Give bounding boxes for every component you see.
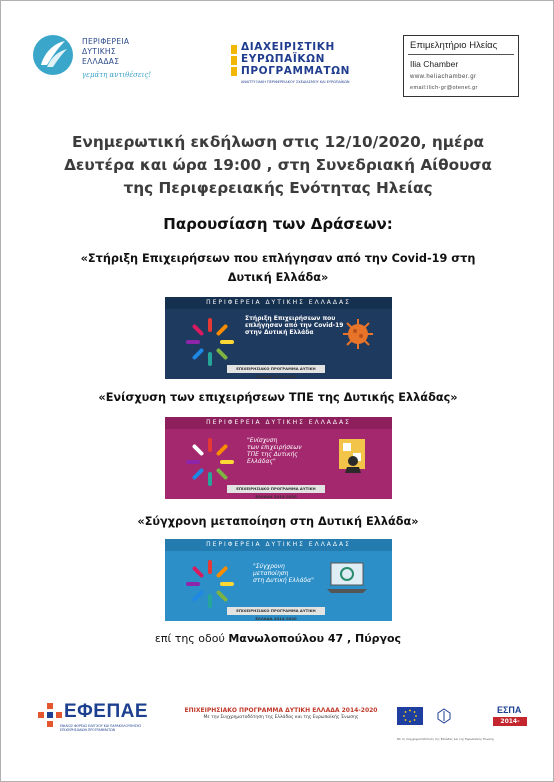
event-heading-line: Δευτέρα και ώρα 19:00 , στη Συνεδριακή Αίθουσα: [64, 156, 492, 174]
banner-ict: [165, 417, 392, 499]
operational-program-label: [176, 707, 386, 720]
address-prefix: επί της οδού: [154, 632, 225, 645]
color-wheel-icon: [183, 557, 237, 611]
region-western-greece-logo: [31, 31, 191, 87]
actions-subheading: Παρουσίαση των Δράσεων:: [163, 215, 393, 233]
chamber-website: www.heliachamber.gr: [410, 74, 477, 80]
efepae-name: ΕΦΕΠΑΕ: [64, 701, 149, 722]
banner-covid-text: Στήριξη Επιχειρήσεων που επλήγησαν από την Covid-19 στην Δυτική Ελλάδα: [245, 315, 344, 336]
espa-logo-text: ΕΣΠΑ: [497, 705, 522, 715]
diax-line-3: ΠΡΟΓΡΑΜΜΑΤΩΝ: [241, 65, 351, 77]
managing-authority-logo: [231, 39, 366, 87]
virus-icon: [341, 317, 375, 351]
chamber-subtitle: Ilia Chamber: [410, 59, 459, 69]
banner-region-strip: ΠΕΡΙΦΕΡΕΙΑ ΔΥΤΙΚΗΣ ΕΛΛΑΔΑΣ: [165, 417, 392, 429]
diax-subtitle: ΑΝΑΠΤΥΞΙΑΚΗ ΠΕΡΙΦΕΡΕΙΑΚΟΥ ΣΧΕΔΙΑΣΜΟΥ ΚΑΙ ΕΥΡΩΠΑΪΚΩΝ: [241, 80, 350, 84]
color-wheel-icon: [183, 435, 237, 489]
efepae-mark-icon: [38, 703, 62, 727]
diax-line-1: ΔΙΑΧΕΙΡΙΣΤΙΚΗ: [241, 41, 335, 53]
ilia-chamber-logo: [403, 35, 519, 97]
event-heading: [21, 131, 535, 200]
eu-funding-logos: [397, 705, 527, 733]
region-leaf-icon: [31, 33, 75, 77]
banner-footer: ΕΠΙΧΕΙΡΗΣΙΑΚΟ ΠΡΟΓΡΑΜΜΑ ΔΥΤΙΚΗ ΕΛΛΑΔΑ 2014-2020: [227, 365, 325, 373]
action-title-covid: «Στήριξη Επιχειρήσεων που επλήγησαν από την Covid-19 στη Δυτική Ελλάδα»: [80, 252, 476, 284]
chamber-divider: [408, 54, 514, 55]
event-address: [21, 632, 535, 645]
greek-emblem-icon: [431, 707, 457, 725]
espa-years: 2014-2020: [493, 717, 527, 726]
chamber-title: Επιμελητήριο Ηλείας: [410, 40, 498, 51]
address-value: Μανωλοπούλου 47 , Πύργος: [228, 632, 402, 645]
program-subtitle: Με την Συγχρηματοδότηση της Ελλάδας και της Ευρωπαϊκής Ένωσης: [203, 715, 359, 720]
eu-cofunding-note: Με τη συγχρηματοδότηση της Ελλάδας και της Ευρωπαϊκής Ένωσης: [397, 737, 495, 741]
banner-manufacturing: [165, 539, 392, 621]
banner-covid: [165, 297, 392, 379]
banner-footer: ΕΠΙΧΕΙΡΗΣΙΑΚΟ ΠΡΟΓΡΑΜΜΑ ΔΥΤΙΚΗ ΕΛΛΑΔΑ 2014-2020: [227, 485, 325, 493]
banner-region-strip: ΠΕΡΙΦΕΡΕΙΑ ΔΥΤΙΚΗΣ ΕΛΛΑΔΑΣ: [165, 297, 392, 309]
banner-manufacturing-text: "Σύγχρονη μεταποίηση στη Δυτική Ελλάδα": [253, 563, 314, 584]
eu-flag-icon: [397, 707, 423, 725]
program-title: ΕΠΙΧΕΙΡΗΣΙΑΚΟ ΠΡΟΓΡΑΜΜΑ ΔΥΤΙΚΗ ΕΛΛΑΔΑ 2014-2020: [184, 707, 378, 714]
color-wheel-icon: [183, 315, 237, 369]
banner-region-strip: ΠΕΡΙΦΕΡΕΙΑ ΔΥΤΙΚΗΣ ΕΛΛΑΔΑΣ: [165, 539, 392, 551]
banner-footer: ΕΠΙΧΕΙΡΗΣΙΑΚΟ ΠΡΟΓΡΑΜΜΑ ΔΥΤΙΚΗ ΕΛΛΑΔΑ 2014-2020: [227, 607, 325, 615]
event-heading-line: της Περιφερειακής Ενότητας Ηλείας: [123, 179, 433, 197]
region-slogan: γεμάτη αντιθέσεις!: [82, 71, 152, 79]
action-title-manufacturing: «Σύγχρονη μεταποίηση στη Δυτική Ελλάδα»: [137, 515, 419, 528]
chamber-email: email:ilich-gr@otenet.gr: [410, 85, 478, 91]
laptop-icon: [325, 559, 369, 597]
chess-pieces-icon: [333, 433, 373, 477]
diax-line-2: ΕΥΡΩΠΑΪΚΩΝ: [241, 53, 326, 65]
action-title-ict: «Ενίσχυση των επιχειρήσεων ΤΠΕ της Δυτικής Ελλάδας»: [98, 391, 458, 404]
efepae-subtitle: ΕΝΙΑΙΟΣ ΦΟΡΕΑΣ ΕΛΕΓΧΟΥ ΚΑΙ ΠΑΡΑΚΟΛΟΥΘΗΣΗΣ ΕΠΙΧΕΙΡΗΣΙΑΚΩΝ ΠΡΟΓΡΑΜΜΑΤΩΝ: [60, 724, 142, 732]
region-name: ΠΕΡΙΦΕΡΕΙΑ ΔΥΤΙΚΗΣ ΕΛΛΑΔΑΣ: [82, 37, 130, 66]
banner-ict-text: "Ενίσχυση των επιχειρήσεων ΤΠΕ της Δυτικής Ελλάδας": [247, 437, 302, 465]
event-heading-line: Ενημερωτική εκδήλωση στις 12/10/2020, ημέρα: [71, 133, 485, 151]
efepae-logo: [38, 701, 158, 737]
